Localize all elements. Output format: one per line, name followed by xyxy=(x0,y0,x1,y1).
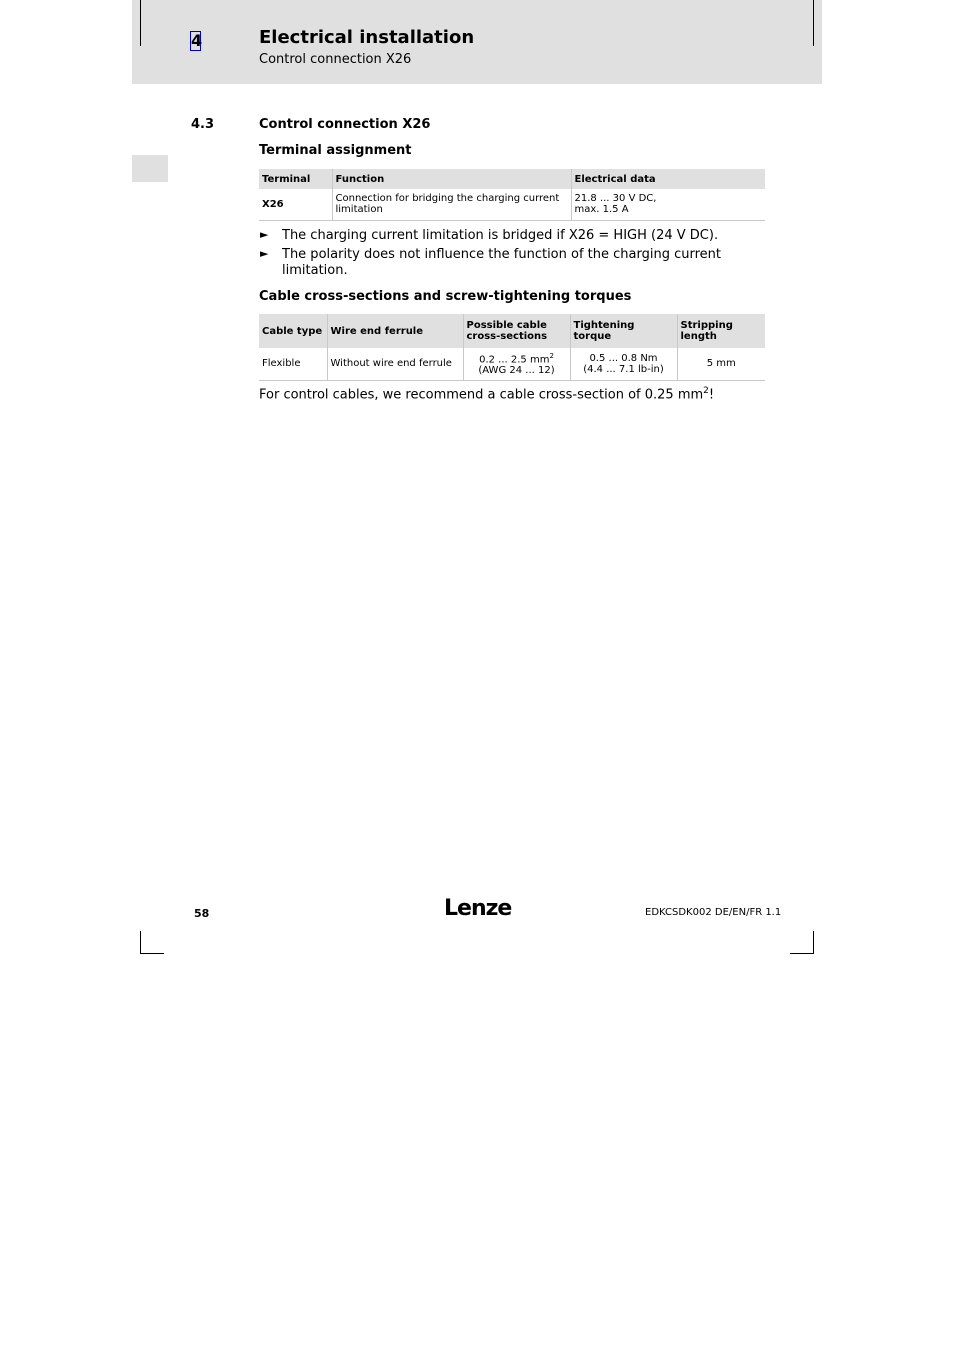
table-cell xyxy=(570,348,677,380)
crop-mark xyxy=(790,953,814,954)
table-cell: Flexible xyxy=(262,358,301,370)
table-row xyxy=(259,348,765,380)
list-item xyxy=(260,228,760,246)
list-item-text: The polarity does not influence the function of the charging current limitation. xyxy=(282,247,721,278)
table-cell: 21.8 ... 30 V DC, max. 1.5 A xyxy=(571,189,765,220)
note-end: ! xyxy=(708,387,715,403)
table-header: Stripping length xyxy=(677,314,765,348)
crop-mark xyxy=(140,0,141,46)
terminal-assignment-table xyxy=(259,169,765,221)
bullet-marker: ► xyxy=(260,247,269,260)
chapter-number: 4 xyxy=(191,31,203,50)
table-header: Possible cable cross-sections xyxy=(463,314,570,348)
bullet-marker: ► xyxy=(260,228,269,241)
table-cell: Without wire end ferrule xyxy=(327,348,463,380)
torque-nm: 0.5 ... 0.8 Nm xyxy=(589,352,658,364)
table-cell: X26 xyxy=(262,198,284,210)
page-number: 58 xyxy=(194,907,210,920)
table-header: Electrical data xyxy=(571,169,765,189)
document-code: EDKCSDK002 DE/EN/FR 1.1 xyxy=(645,907,782,918)
cross-section-value: 0.2 ... 2.5 mm xyxy=(479,353,550,365)
lenze-logo: Lenze xyxy=(444,896,512,921)
torque-lbin: (4.4 ... 7.1 lb-in) xyxy=(583,363,664,375)
list-item xyxy=(260,247,760,281)
crop-mark xyxy=(140,953,164,954)
recommendation-note xyxy=(259,386,714,402)
table-header: Function xyxy=(332,169,571,189)
table-header: Tightening torque xyxy=(570,314,677,348)
chapter-subtitle: Control connection X26 xyxy=(259,52,412,67)
table-header: Terminal xyxy=(259,169,332,189)
side-tab xyxy=(132,155,168,182)
table-cell: 5 mm xyxy=(677,348,765,380)
chapter-title: Electrical installation xyxy=(259,27,475,48)
cable-table xyxy=(259,314,765,381)
cable-table-heading: Cable cross-sections and screw-tightening torques xyxy=(259,289,632,304)
cross-section-awg: (AWG 24 ... 12) xyxy=(478,364,555,376)
header-band xyxy=(132,0,822,84)
table-cell: Connection for bridging the charging current limitation xyxy=(332,189,571,220)
crop-mark xyxy=(140,931,141,954)
note-text: For control cables, we recommend a cable cross-section of 0.25 mm xyxy=(259,387,704,403)
note-sup: 2 xyxy=(703,386,709,396)
table-cell xyxy=(463,348,570,380)
crop-mark xyxy=(813,931,814,954)
cross-section-sup: 2 xyxy=(549,351,554,360)
list-item-text: The charging current limitation is bridged if X26 = HIGH (24 V DC). xyxy=(282,228,719,243)
crop-mark xyxy=(813,0,814,46)
table-header: Cable type xyxy=(259,314,327,348)
section-number: 4.3 xyxy=(191,117,215,132)
section-title: Control connection X26 xyxy=(259,117,431,132)
table-row xyxy=(259,189,765,220)
terminal-assignment-heading: Terminal assignment xyxy=(259,143,412,158)
table-header: Wire end ferrule xyxy=(327,314,463,348)
